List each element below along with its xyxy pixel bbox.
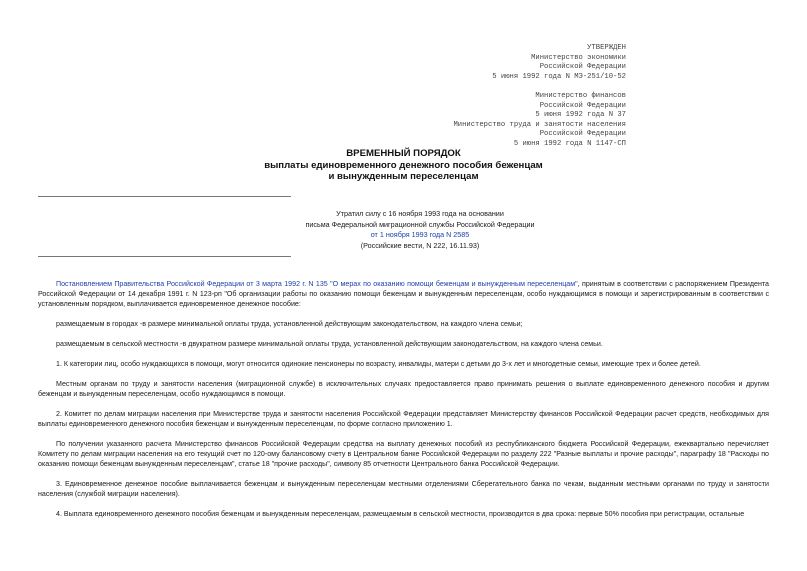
title-line-3: и вынужденным переселенцам [328,171,479,183]
approval-line: Министерство экономики [531,53,626,62]
status-line-1: Утратил силу с 16 ноября 1993 года на основании [336,209,504,218]
paragraph-1-text: , принятым в соответствии с распоряжением Президента Российской Федерации от 14 декабря 1991 г. N 123-рп "Об организации работы по оказанию помощи беженцам и вынужденным переселенцам, особо нуждающимся в помощи и зарегистрированным в соответствии с установленным порядком, выплачивается единовременное денежное пособие: [38,280,769,309]
paragraph-5: Местным органам по труду и занятости населения (миграционной службе) в исключительных случаях предоставляется право принимать решения о выплате единовременного денежного пособия и другим беженцам и вынужденным переселенцам, особо нуждающимся в помощи. [38,379,769,398]
divider-bottom [38,256,291,257]
approval-line: Российской Федерации [539,130,626,139]
paragraph-8: 3. Единовременное денежное пособие выплачивается беженцам и вынужденным переселенцам местными отделениями Сберегательного банка по чекам, выданным местными органами по труду и занятости населения (службой миграции населения). [38,479,769,498]
resolution-link[interactable]: Постановлением Правительства Российской Федерации от 3 марта 1992 г. N 135 "О мерах по оказанию помощи беженцам и вынужденным переселенцам" [56,280,578,288]
status-note [220,209,620,251]
approval-line: 5 июня 1992 года N МЭ-251/10-52 [492,72,626,81]
approval-line: Министерство финансов [535,91,626,100]
document-title [0,148,807,183]
document-body [38,279,769,529]
paragraph-4: 1. К категории лиц, особо нуждающихся в помощи, могут относится одинокие пенсионеры по возрасту, инвалиды, матери с детьми до 3-х лет и многодетные семьи, имеющие трех и более детей. [56,359,701,368]
approval-line: 5 июня 1992 года N 1147-СП [513,139,626,148]
approval-line: Министерство труда и занятости населения [453,120,626,129]
status-line-2: письма Федеральной миграционной службы Российской Федерации [305,219,535,229]
paragraph-2: размещаемым в городах -в размере минимальной оплаты труда, установленной действующим законодательством, на каждого члена семьи; [56,320,523,329]
paragraph-9: 4. Выплата единовременного денежного пособия беженцам и вынужденным переселенцам, размещаемым в сельской местности, производится в два срока: первые 50% пособия при регистрации, остальные [56,509,745,518]
paragraph-6: 2. Комитет по делам миграции населения при Министерстве труда и занятости населения Российской Федерации представляет Министерству финансов Российской Федерации расчет средств, необходимых для выплаты единовременного денежного пособия беженцам и вынужденным переселенцам, по форме согласно приложению 1. [38,409,769,428]
paragraph-7: По получении указанного расчета Министерство финансов Российской Федерации средства на выплату денежных пособий из республиканского бюджета Российской Федерации, ежеквартально перечисляет Комитету по делам миграции населения на его текущий счет по 120-ому балансовому счету в Центральном банке Российской Федерации по разделу 222 "Разные выплаты и прочие расходы", параграфу 18 "Расходы по оказанию помощи беженцам вынужденным переселенцам", статье 18 "прочие расходы", символу 85 отчетности Центрального банка Российской Федерации. [38,439,769,468]
paragraph-1 [38,279,769,310]
approval-block [326,44,626,150]
status-line-4: (Российские вести, N 222, 16.11.93) [360,240,480,250]
title-line-1: ВРЕМЕННЫЙ ПОРЯДОК [346,148,461,159]
title-line-2: выплаты единовременного денежного пособия беженцам [264,159,543,171]
approval-line: 5 июня 1992 года N 37 [535,111,626,120]
approval-line: Российской Федерации [539,63,626,72]
status-letter-link[interactable]: от 1 ноября 1993 года N 2585 [370,230,470,240]
approval-line: Российской Федерации [539,101,626,110]
divider-top [38,196,291,197]
paragraph-3: размещаемым в сельской местности -в двукратном размере минимальной оплаты труда, установленной действующим законодательством, на каждого члена семьи. [56,340,603,348]
approval-line: УТВЕРЖДЕН [587,44,626,52]
